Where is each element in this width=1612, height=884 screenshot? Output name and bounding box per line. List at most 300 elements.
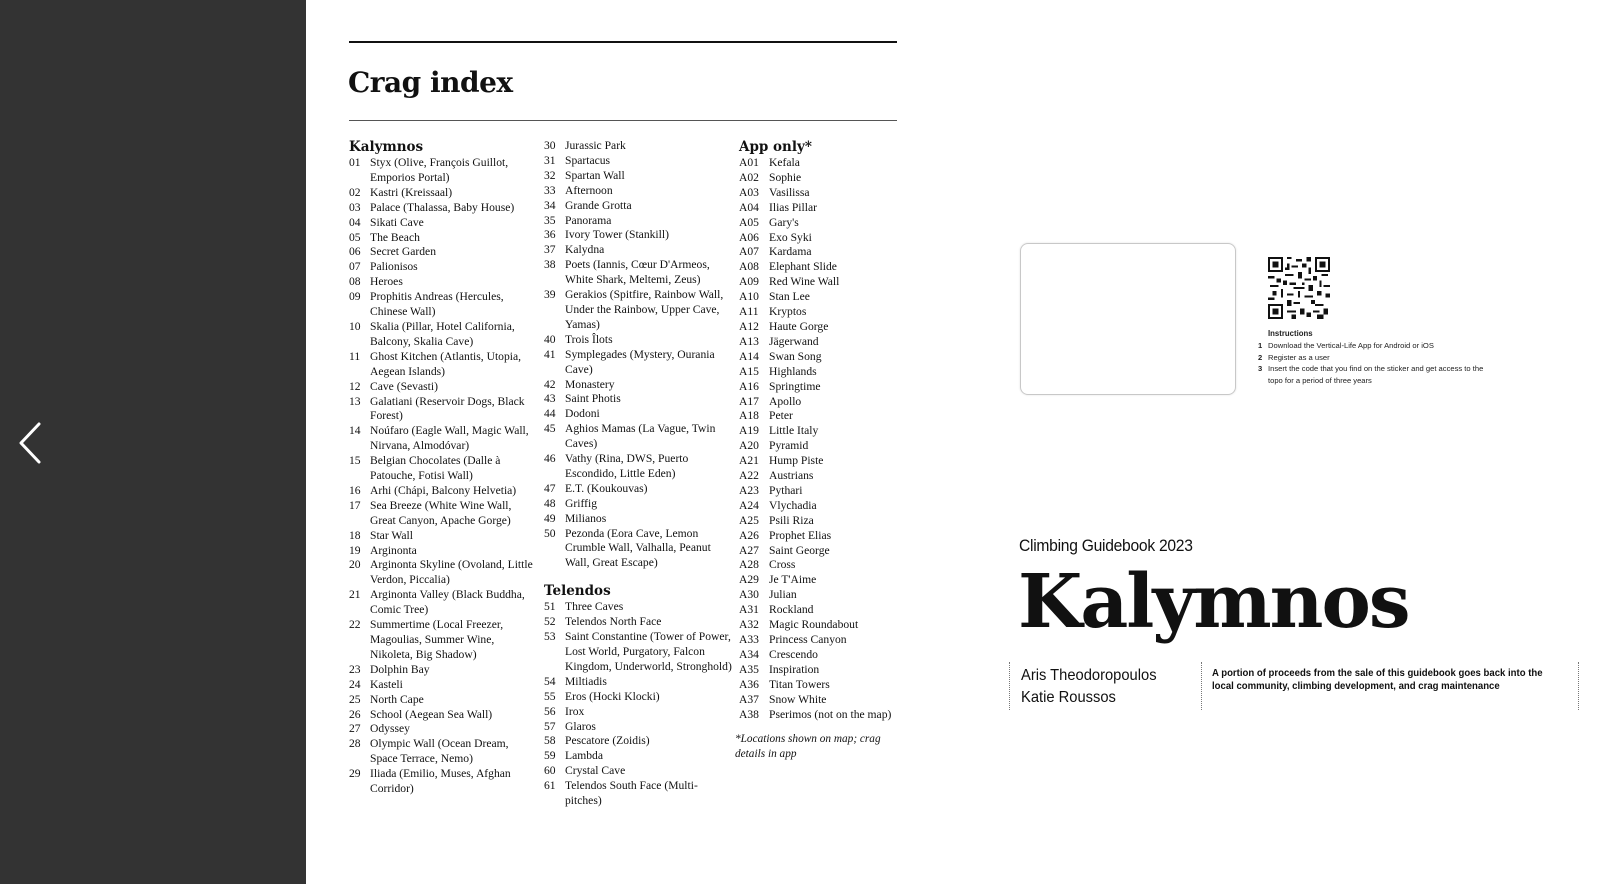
crag-number: 03 bbox=[349, 200, 361, 214]
crag-name: Kalydna bbox=[565, 243, 605, 257]
crag-entry bbox=[349, 245, 539, 260]
crag-name: Griffig bbox=[565, 496, 597, 510]
crag-entry bbox=[544, 258, 734, 288]
crag-name: Saint George bbox=[769, 543, 830, 557]
crag-entry bbox=[739, 603, 919, 618]
crag-number: 29 bbox=[349, 767, 361, 781]
crag-entry bbox=[544, 779, 734, 809]
crag-number: 36 bbox=[544, 228, 556, 242]
crag-entry bbox=[544, 348, 734, 378]
crag-number: A26 bbox=[739, 528, 759, 542]
crag-name: Saint Photis bbox=[565, 392, 621, 406]
crag-entry bbox=[544, 139, 734, 154]
crag-name: Panorama bbox=[565, 213, 612, 227]
crag-list-app-only bbox=[739, 156, 919, 722]
crag-entry bbox=[544, 214, 734, 229]
crag-list-telendos bbox=[544, 600, 734, 809]
crag-entry bbox=[739, 201, 919, 216]
crag-number: 10 bbox=[349, 319, 361, 333]
index-column-middle bbox=[544, 139, 734, 809]
crag-entry bbox=[739, 290, 919, 305]
crag-name: Inspiration bbox=[769, 662, 820, 676]
crag-number: 02 bbox=[349, 185, 361, 199]
crag-name: Highlands bbox=[769, 364, 817, 378]
crag-number: A34 bbox=[739, 647, 759, 661]
crag-entry bbox=[544, 675, 734, 690]
crag-name: Ivory Tower (Stankill) bbox=[565, 228, 669, 242]
crag-name: Arginonta bbox=[370, 543, 417, 557]
cover-title: Kalymnos bbox=[1018, 559, 1409, 645]
crag-entry bbox=[349, 499, 539, 529]
crag-name: Crescendo bbox=[769, 647, 818, 661]
crag-entry bbox=[544, 764, 734, 779]
index-column-app-only bbox=[735, 139, 919, 762]
crag-entry bbox=[349, 260, 539, 275]
crag-name: Psili Riza bbox=[769, 513, 814, 527]
crag-name: Three Caves bbox=[565, 600, 624, 614]
crag-number: 19 bbox=[349, 543, 361, 557]
crag-entry bbox=[739, 529, 919, 544]
crag-number: A12 bbox=[739, 319, 759, 333]
crag-number: 20 bbox=[349, 558, 361, 572]
crag-entry bbox=[544, 734, 734, 749]
crag-number: A09 bbox=[739, 275, 759, 289]
crag-entry bbox=[544, 615, 734, 630]
crag-number: 46 bbox=[544, 452, 556, 466]
crag-entry bbox=[349, 290, 539, 320]
crag-entry bbox=[739, 186, 919, 201]
crag-entry bbox=[739, 216, 919, 231]
crag-name: Springtime bbox=[769, 379, 821, 393]
crag-name: Grande Grotta bbox=[565, 198, 632, 212]
crag-number: 40 bbox=[544, 332, 556, 346]
crag-number: A06 bbox=[739, 230, 759, 244]
crag-name: Swan Song bbox=[769, 349, 822, 363]
crag-number: 05 bbox=[349, 230, 361, 244]
crag-name: Irox bbox=[565, 704, 585, 718]
crag-number: 44 bbox=[544, 407, 556, 421]
crag-entry bbox=[544, 749, 734, 764]
crag-number: 50 bbox=[544, 526, 556, 540]
crag-name: Trois Îlots bbox=[565, 332, 613, 346]
crag-number: A18 bbox=[739, 409, 759, 423]
crag-number: A03 bbox=[739, 185, 759, 199]
crag-number: 27 bbox=[349, 722, 361, 736]
crag-entry bbox=[349, 693, 539, 708]
crag-number: A15 bbox=[739, 364, 759, 378]
crag-number: 30 bbox=[544, 139, 556, 152]
crag-entry bbox=[349, 380, 539, 395]
crag-number: 55 bbox=[544, 689, 556, 703]
crag-entry bbox=[739, 514, 919, 529]
guidebook-spread bbox=[306, 0, 1612, 884]
crag-name: Arginonta Valley (Black Buddha, Comic Tree) bbox=[370, 588, 525, 617]
crag-number: 41 bbox=[544, 347, 556, 361]
crag-number: 39 bbox=[544, 288, 556, 302]
crag-entry bbox=[349, 454, 539, 484]
crag-number: 57 bbox=[544, 719, 556, 733]
crag-entry bbox=[739, 678, 919, 693]
crag-number: A10 bbox=[739, 290, 759, 304]
crag-number: 06 bbox=[349, 245, 361, 259]
crag-number: 18 bbox=[349, 528, 361, 542]
crag-number: A29 bbox=[739, 573, 759, 587]
crag-entry bbox=[544, 497, 734, 512]
crag-name: Kefala bbox=[769, 156, 800, 169]
crag-number: 08 bbox=[349, 275, 361, 289]
crag-name: Belgian Chocolates (Dalle à Patouche, Fotisi Wall) bbox=[370, 454, 501, 483]
crag-entry bbox=[544, 527, 734, 572]
crag-entry bbox=[739, 633, 919, 648]
code-sticker-area bbox=[1020, 243, 1236, 395]
section-heading-telendos: Telendos bbox=[544, 583, 611, 600]
crag-number: A24 bbox=[739, 498, 759, 512]
crag-name: Exo Syki bbox=[769, 230, 812, 244]
crag-name: Pescatore (Zoidis) bbox=[565, 734, 650, 748]
crag-number: 16 bbox=[349, 483, 361, 497]
crag-entry bbox=[349, 216, 539, 231]
crag-entry bbox=[349, 529, 539, 544]
crag-name: Palace (Thalassa, Baby House) bbox=[370, 200, 515, 214]
crag-number: A35 bbox=[739, 662, 759, 676]
crag-number: A13 bbox=[739, 334, 759, 348]
crag-entry bbox=[739, 424, 919, 439]
crag-name: Vlychadia bbox=[769, 498, 817, 512]
crag-number: 14 bbox=[349, 424, 361, 438]
crag-number: 47 bbox=[544, 481, 556, 495]
crag-name: Magic Roundabout bbox=[769, 618, 859, 632]
crag-number: 26 bbox=[349, 707, 361, 721]
crag-entry bbox=[349, 558, 539, 588]
crag-name: Haute Gorge bbox=[769, 319, 829, 333]
crag-name: Ghost Kitchen (Atlantis, Utopia, Aegean Islands) bbox=[370, 349, 522, 378]
crag-name: Summertime (Local Freezer, Magoulias, Summer Wine, Nikoleta, Big Shadow) bbox=[370, 618, 504, 661]
instruction-step: 1 Download the Vertical-Life App for Android or iOS bbox=[1258, 340, 1434, 350]
crag-number: 34 bbox=[544, 198, 556, 212]
crag-name: Odyssey bbox=[370, 722, 410, 736]
crag-entry bbox=[739, 588, 919, 603]
author-name: Aris Theodoropoulos bbox=[1021, 667, 1157, 684]
crag-number: A17 bbox=[739, 394, 759, 408]
crag-number: 59 bbox=[544, 749, 556, 763]
crag-entry bbox=[544, 407, 734, 422]
crag-name: Sikati Cave bbox=[370, 215, 424, 229]
crag-name: Pythari bbox=[769, 483, 803, 497]
crag-name: Sophie bbox=[769, 170, 802, 184]
crag-name: Symplegades (Mystery, Ourania Cave) bbox=[565, 347, 715, 376]
crag-name: Jägerwand bbox=[769, 334, 819, 348]
crag-name: Kryptos bbox=[769, 305, 807, 319]
crag-number: 48 bbox=[544, 496, 556, 510]
instruction-step: 3 Insert the code that you find on the sticker and get access to the topo for a period of three years bbox=[1258, 364, 1484, 386]
crag-entry bbox=[544, 690, 734, 705]
crag-name: Arhi (Chápi, Balcony Helvetia) bbox=[370, 483, 517, 497]
crag-number: 60 bbox=[544, 764, 556, 778]
crag-number: A28 bbox=[739, 558, 759, 572]
crag-number: 23 bbox=[349, 662, 361, 676]
crag-name: Kasteli bbox=[370, 677, 403, 691]
crag-name: Dodoni bbox=[565, 407, 600, 421]
crag-number: A02 bbox=[739, 170, 759, 184]
crag-name: Dolphin Bay bbox=[370, 662, 430, 676]
crag-entry bbox=[739, 275, 919, 290]
crag-number: A30 bbox=[739, 588, 759, 602]
crag-number: 21 bbox=[349, 588, 361, 602]
crag-name: Pezonda (Eora Cave, Lemon Crumble Wall, Valhalla, Peanut Wall, Great Escape) bbox=[565, 526, 711, 570]
crag-name: Telendos North Face bbox=[565, 615, 662, 629]
crag-entry bbox=[739, 573, 919, 588]
crag-name: Austrians bbox=[769, 469, 814, 483]
crag-entry bbox=[544, 482, 734, 497]
crag-number: 32 bbox=[544, 168, 556, 182]
crag-number: 35 bbox=[544, 213, 556, 227]
crag-entry bbox=[349, 588, 539, 618]
crag-name: E.T. (Koukouvas) bbox=[565, 481, 648, 495]
crag-entry bbox=[349, 484, 539, 499]
crag-name: Julian bbox=[769, 588, 797, 602]
crag-entry bbox=[739, 305, 919, 320]
crag-entry bbox=[544, 630, 734, 675]
crag-number: A11 bbox=[739, 305, 759, 319]
crag-name: Spartan Wall bbox=[565, 168, 625, 182]
crag-entry bbox=[349, 186, 539, 201]
map-footnote: *Locations shown on map; crag details in app bbox=[735, 733, 881, 761]
crag-name: Princess Canyon bbox=[769, 633, 847, 646]
crag-number: A31 bbox=[739, 603, 759, 617]
crag-number: 43 bbox=[544, 392, 556, 406]
crag-entry bbox=[739, 231, 919, 246]
crag-entry bbox=[544, 199, 734, 214]
crag-number: A07 bbox=[739, 245, 759, 259]
crag-entry bbox=[349, 767, 539, 797]
crag-name: North Cape bbox=[370, 692, 424, 706]
dotted-divider bbox=[1009, 662, 1010, 710]
crag-number: A27 bbox=[739, 543, 759, 557]
crag-name: Crystal Cave bbox=[565, 764, 626, 778]
crag-name: Snow White bbox=[769, 692, 827, 706]
crag-entry bbox=[349, 350, 539, 380]
crag-entry bbox=[349, 156, 539, 186]
crag-name: Lambda bbox=[565, 749, 603, 763]
crag-name: Kastri (Kreissaal) bbox=[370, 185, 453, 199]
crag-number: 33 bbox=[544, 183, 556, 197]
crag-entry bbox=[349, 395, 539, 425]
crag-list-kalymnos-cont bbox=[544, 139, 734, 571]
crag-name: Secret Garden bbox=[370, 245, 436, 259]
crag-number: 49 bbox=[544, 511, 556, 525]
crag-entry bbox=[739, 409, 919, 424]
crag-entry bbox=[544, 333, 734, 348]
crag-name: Peter bbox=[769, 409, 793, 423]
crag-name: Rockland bbox=[769, 603, 814, 617]
crag-list-kalymnos bbox=[349, 156, 539, 797]
crag-name: Pyramid bbox=[769, 439, 809, 453]
dotted-divider bbox=[1201, 662, 1202, 710]
crag-number: 15 bbox=[349, 454, 361, 468]
crag-entry bbox=[544, 378, 734, 393]
crag-entry bbox=[739, 648, 919, 663]
crag-number: 12 bbox=[349, 379, 361, 393]
crag-name: Saint Constantine (Tower of Power, Lost World, Purgatory, Falcon Kingdom, Underworld, Stronghold) bbox=[565, 630, 732, 673]
crag-name: Olympic Wall (Ocean Dream, Space Terrace, Nemo) bbox=[370, 737, 509, 766]
qr-code-icon[interactable] bbox=[1268, 257, 1330, 319]
dotted-divider bbox=[1578, 662, 1579, 710]
crag-name: Heroes bbox=[370, 275, 403, 289]
crag-entry bbox=[739, 156, 919, 171]
crag-number: 52 bbox=[544, 615, 556, 629]
crag-name: Jurassic Park bbox=[565, 139, 626, 152]
crag-entry bbox=[349, 618, 539, 663]
chevron-left-icon bbox=[17, 421, 43, 465]
crag-entry bbox=[739, 245, 919, 260]
crag-number: 28 bbox=[349, 737, 361, 751]
crag-number: 07 bbox=[349, 260, 361, 274]
section-heading-kalymnos: Kalymnos bbox=[349, 139, 424, 155]
crag-number: 25 bbox=[349, 692, 361, 706]
crag-number: 04 bbox=[349, 215, 361, 229]
crag-name: Red Wine Wall bbox=[769, 275, 840, 289]
crag-name: Aghios Mamas (La Vague, Twin Caves) bbox=[565, 422, 716, 451]
crag-name: Poets (Iannis, Cœur D'Armeos, White Shark, Meltemi, Zeus) bbox=[565, 258, 710, 287]
crag-name: Cave (Sevasti) bbox=[370, 379, 438, 393]
crag-number: A25 bbox=[739, 513, 759, 527]
cover-subtitle: Climbing Guidebook 2023 bbox=[1019, 536, 1193, 555]
crag-number: A20 bbox=[739, 439, 759, 453]
crag-entry bbox=[544, 288, 734, 333]
crag-name: Skalia (Pillar, Hotel California, Balcony, Skalia Cave) bbox=[370, 319, 515, 348]
crag-number: A23 bbox=[739, 483, 759, 497]
crag-number: A37 bbox=[739, 692, 759, 706]
crag-number: A19 bbox=[739, 424, 759, 438]
crag-entry bbox=[739, 484, 919, 499]
crag-number: 58 bbox=[544, 734, 556, 748]
crag-entry bbox=[349, 678, 539, 693]
crag-name: Gerakios (Spitfire, Rainbow Wall, Under the Rainbow, Upper Cave, Yamas) bbox=[565, 288, 724, 331]
crag-name: Hump Piste bbox=[769, 454, 824, 468]
previous-page-button[interactable] bbox=[14, 418, 46, 468]
crag-entry bbox=[544, 184, 734, 199]
crag-entry bbox=[739, 558, 919, 573]
crag-number: 45 bbox=[544, 422, 556, 436]
crag-entry bbox=[349, 663, 539, 678]
crag-name: Milianos bbox=[565, 511, 607, 525]
crag-number: A04 bbox=[739, 200, 759, 214]
viewer-sidebar bbox=[0, 0, 306, 884]
crag-name: Pserimos (not on the map) bbox=[769, 707, 892, 721]
proceeds-note: A portion of proceeds from the sale of this guidebook goes back into the local community, climbing development, and crag maintenance bbox=[1212, 668, 1543, 692]
crag-name: Palionisos bbox=[370, 260, 418, 274]
crag-entry bbox=[739, 544, 919, 559]
crag-name: Telendos South Face (Multi-pitches) bbox=[565, 779, 698, 808]
crag-name: Stan Lee bbox=[769, 290, 810, 304]
title-rule bbox=[349, 120, 897, 121]
crag-name: Afternoon bbox=[565, 183, 613, 197]
crag-number: 51 bbox=[544, 600, 556, 614]
crag-entry bbox=[544, 720, 734, 735]
crag-name: Prophet Elias bbox=[769, 528, 832, 542]
crag-name: Apollo bbox=[769, 394, 802, 408]
crag-entry bbox=[349, 722, 539, 737]
crag-entry bbox=[739, 499, 919, 514]
crag-number: 53 bbox=[544, 630, 556, 644]
crag-number: 09 bbox=[349, 290, 361, 304]
crag-entry bbox=[739, 365, 919, 380]
crag-entry bbox=[349, 231, 539, 246]
crag-name: Kardama bbox=[769, 245, 812, 259]
crag-name: Galatiani (Reservoir Dogs, Black Forest) bbox=[370, 394, 525, 423]
crag-entry bbox=[544, 705, 734, 720]
crag-entry bbox=[544, 243, 734, 258]
crag-number: A05 bbox=[739, 215, 759, 229]
crag-name: Je T'Aime bbox=[769, 573, 817, 587]
crag-name: School (Aegean Sea Wall) bbox=[370, 707, 493, 721]
crag-number: 61 bbox=[544, 779, 556, 793]
author-name: Katie Roussos bbox=[1021, 689, 1116, 706]
crag-name: The Beach bbox=[370, 230, 420, 244]
crag-name: Ilias Pillar bbox=[769, 200, 817, 214]
crag-number: A36 bbox=[739, 677, 759, 691]
crag-number: 42 bbox=[544, 377, 556, 391]
crag-number: A22 bbox=[739, 469, 759, 483]
crag-number: 22 bbox=[349, 618, 361, 632]
crag-name: Arginonta Skyline (Ovoland, Little Verdon, Piccalia) bbox=[370, 558, 533, 587]
crag-name: Monastery bbox=[565, 377, 615, 391]
crag-entry bbox=[739, 335, 919, 350]
crag-number: 13 bbox=[349, 394, 361, 408]
authors bbox=[1021, 665, 1157, 709]
crag-entry bbox=[739, 693, 919, 708]
crag-entry bbox=[544, 169, 734, 184]
top-rule bbox=[349, 41, 897, 43]
crag-number: 11 bbox=[349, 349, 361, 363]
crag-name: Titan Towers bbox=[769, 677, 830, 691]
crag-number: 24 bbox=[349, 677, 361, 691]
crag-number: A38 bbox=[739, 707, 759, 721]
crag-number: 31 bbox=[544, 153, 556, 167]
crag-name: Vathy (Rina, DWS, Puerto Escondido, Little Eden) bbox=[565, 452, 689, 480]
crag-entry bbox=[739, 260, 919, 275]
crag-entry bbox=[739, 380, 919, 395]
app-instructions bbox=[1258, 328, 1488, 387]
crag-name: Cross bbox=[769, 558, 796, 572]
crag-entry bbox=[349, 544, 539, 559]
crag-number: 17 bbox=[349, 498, 361, 512]
crag-entry bbox=[739, 350, 919, 365]
crag-name: Star Wall bbox=[370, 528, 413, 542]
crag-number: 56 bbox=[544, 704, 556, 718]
crag-name: Gary's bbox=[769, 215, 799, 229]
crag-entry bbox=[544, 452, 734, 482]
crag-entry bbox=[349, 708, 539, 723]
instruction-step: 2 Register as a user bbox=[1258, 352, 1330, 362]
crag-entry bbox=[544, 392, 734, 407]
index-title: Crag index bbox=[348, 66, 513, 99]
crag-name: Elephant Slide bbox=[769, 260, 837, 274]
crag-number: A14 bbox=[739, 349, 759, 363]
crag-entry bbox=[349, 275, 539, 290]
crag-entry bbox=[544, 512, 734, 527]
crag-entry bbox=[544, 154, 734, 169]
crag-name: Sea Breeze (White Wine Wall, Great Canyon, Apache Gorge) bbox=[370, 498, 512, 527]
crag-entry bbox=[739, 469, 919, 484]
crag-entry bbox=[349, 737, 539, 767]
crag-name: Miltiadis bbox=[565, 674, 607, 688]
crag-entry bbox=[739, 395, 919, 410]
crag-name: Iliada (Emilio, Muses, Afghan Corridor) bbox=[370, 767, 511, 796]
crag-entry bbox=[349, 201, 539, 216]
crag-name: Spartacus bbox=[565, 153, 611, 167]
crag-name: Vasilissa bbox=[769, 185, 810, 199]
